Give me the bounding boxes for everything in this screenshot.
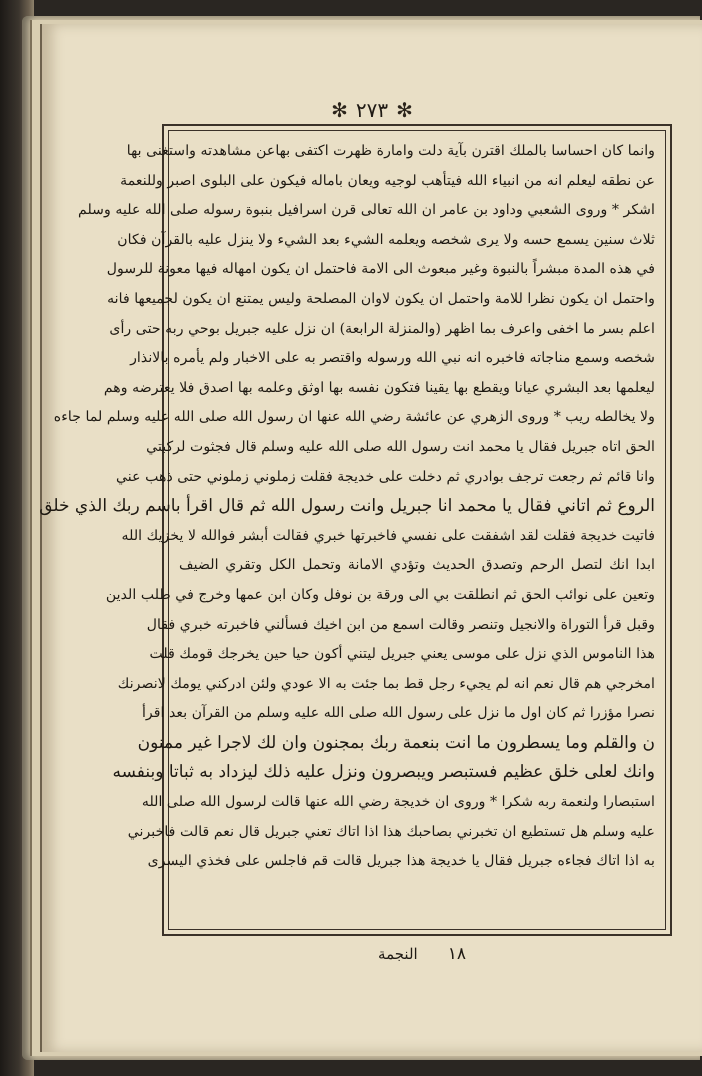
text-line: امخرجي هم قال نعم انه لم يجيء رجل قط بما جئت به الا عودي ولئن ادركني يومك لانصرنك [117, 675, 655, 692]
page-header [42, 96, 702, 124]
text-line: وتعين على نوائب الحق ثم انطلقت بي الى ورقة بن نوفل وكان ابن عمها وخرج في طلب الدين [105, 586, 655, 603]
text-line: فاتيت خديجة فقلت لقد اشفقت على نفسي فاخبرتها خبري فقالت أبشر فوالله لا يخزيك الله [121, 527, 655, 544]
text-line: استبصارا ولنعمة ربه شكرا * وروى ان خديجة رضي الله عنها قالت لرسول الله صلى الله [141, 794, 655, 811]
text-line: واحتمل ان يكون نظرا للامة واحتمل ان يكون لاوان المصلحة وليس يمتنع ان يكون لجميعها فانه [107, 290, 655, 307]
text-line: اشكر * وروى الشعبي وداود بن عامر ان الله تعالى قرن اسرافيل بنبوة رسوله صلى الله عليه وسلم [78, 202, 655, 219]
text-line: ثلاث سنين يسمع حسه ولا يرى شخصه ويعلمه الشيء بعد الشيء ولا ينزل عليه بالقرآن فكان [117, 231, 655, 248]
text-line: وقبل قرأ التوراة والانجيل وتنصر وقالت اسمع من ابن اخيك فسألني فاخبرته خبري فقال [146, 616, 655, 633]
text-line: شخصه وسمع مناجاته فاخبره انه نبي الله ورسوله واقتصر به على الاخبار ولم يأمره بالانذار [130, 350, 655, 367]
text-line: ولا يخالطه ريب * وروى الزهري عن عائشة رضي الله عنها ان رسول الله صلى الله عليه وسلم لما جاءه [53, 409, 655, 426]
text-line: عليه وسلم هل تستطيع ان تخبرني بصاحبك هذا اذا اتاك تعني جبريل قال نعم قالت فاخبرني [127, 823, 655, 840]
ornament-icon: ✻ [331, 98, 348, 122]
text-line: نصرا مؤزرا ثم كان اول ما نزل على رسول الله صلى الله عليه وسلم من القرآن بعد اقرأ [141, 705, 655, 722]
text-body [39, 137, 655, 877]
footer-signature-number: ١٨ [447, 944, 466, 964]
page-number: ٢٧٣ [355, 98, 389, 122]
text-line: به اذا اتاك فجاءه جبريل فقال يا خديجة هذا جبريل قالت قم فاجلس على فخذي اليسرى [147, 853, 655, 870]
text-line: الروع ثم اتاني فقال يا محمد انا جبريل وانت رسول الله ثم قال اقرأ باسم ربك الذي خلق [39, 496, 655, 517]
ornament-icon: ✻ [396, 98, 413, 122]
text-line: ابدا انك لتصل الرحم وتصدق الحديث وتؤدي الامانة وتحمل الكل وتقري الضيف [179, 557, 655, 574]
text-line: هذا الناموس الذي نزل على موسى يعني جبريل ليتني أكون حيا حين يخرجك قومك قلت [149, 646, 655, 663]
text-line: وانا قائم ثم رجعت ترجف بوادري ثم دخلت على خديجة فقلت زملوني زملوني حتى ذهب عني [115, 468, 655, 485]
text-frame [39, 124, 672, 936]
text-line: وانك لعلى خلق عظيم فستبصر ويبصرون ونزل عليه ذلك ليزداد به ثباتا وبنفسه [112, 762, 655, 783]
text-line: ليعلمها بعد البشري عيانا ويقطع بها يقينا فتكون نفسه بها اوثق وعلمه بها اصدق فلا يعترضه وهم [103, 379, 655, 396]
text-line: ن والقلم وما يسطرون ما انت بنعمة ربك بمجنون وان لك لاجرا غير ممنون [137, 732, 655, 753]
text-line: اعلم بسر ما اخفى واعرف بما اظهر (والمنزلة الرابعة) ان نزل عليه جبريل بوحي ربه حتى رأى [109, 320, 655, 337]
text-frame-inner [39, 130, 666, 930]
text-line: عن نطقه ليعلم انه من انبياء الله فيتأهب لوجيه ويعان باماله فيكون على البلوى اصبر وللنعمة [120, 172, 655, 189]
text-line: في هذه المدة مبشراً بالنبوة وغير مبعوث الى الامة فاحتمل ان يكون امهاله فيها معونة للرسول [106, 261, 655, 278]
book-page [40, 24, 702, 1052]
footer-signature-word: النجمة [378, 945, 418, 963]
text-line: الحق اتاه جبريل فقال يا محمد انت رسول الله صلى الله عليه وسلم قال فجثوت لركبتي [146, 438, 655, 455]
text-line: وانما كان احساسا بالملك اقترن بآية دلت وامارة ظهرت اكتفى بهاعن مشاهدته واستغنى بها [126, 143, 655, 159]
page-footer [342, 942, 502, 966]
